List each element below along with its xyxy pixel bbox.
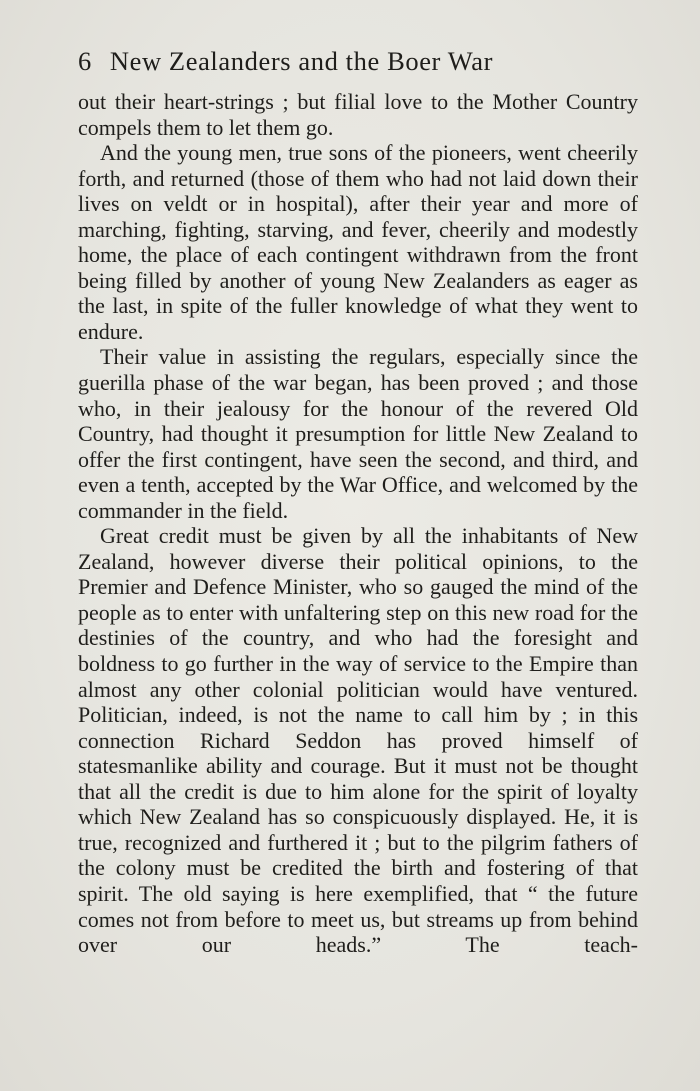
running-head [78,44,638,78]
paragraph-continuation: out their heart-strings ; but filial love to the Mother Country compels them to let them go. [78,89,638,140]
paragraph-their-value: Their value in assisting the regulars, especially since the guerilla phase of the war began, has been proved ; and those who, in their jealousy for the honour of the revered Old Country, had thought it presumption for little New Zealand to offer the first contingent, have seen the second, and third, and even a tenth, accepted by the War Office, and welcomed by the commander in the field. [78,344,638,523]
running-title: New Zealanders and the Boer War [109,46,494,76]
paragraph-great-credit: Great credit must be given by all the inhabitants of New Zealand, however diverse their political opinions, to the Premier and Defence Minister, who so gauged the mind of the people as to enter with unfaltering step on this new road for the destinies of the country, and who had the foresight and boldness to go further in the way of service to the Empire than almost any other colonial politician would have ventured. Politician, indeed, is not the name to call him by ; in this connection Richard Seddon has proved himself of statesmanlike ability and courage. But it must not be thought that all the credit is due to him alone for the spirit of loyalty which New Zealand has so conspicuously displayed. He, it is true, recognized and furthered it ; but to the pilgrim fathers of the colony must be credited the birth and fostering of that spirit. The old saying is here exemplified, that “ the future comes not from before to meet us, but streams up from behind over our heads.” The teach- [78,523,638,958]
page-number: 6 [78,46,92,76]
paragraph-young-men: And the young men, true sons of the pioneers, went cheerily forth, and returned (those of them who had not laid down their lives on veldt or in hospital), after their year and more of marching, fighting, starving, and fever, cheerily and modestly home, the place of each contingent withdrawn from the front being filled by another of young New Zealanders as eager as the last, in spite of the fuller knowledge of what they went to endure. [78,140,638,344]
body-text [78,89,638,958]
